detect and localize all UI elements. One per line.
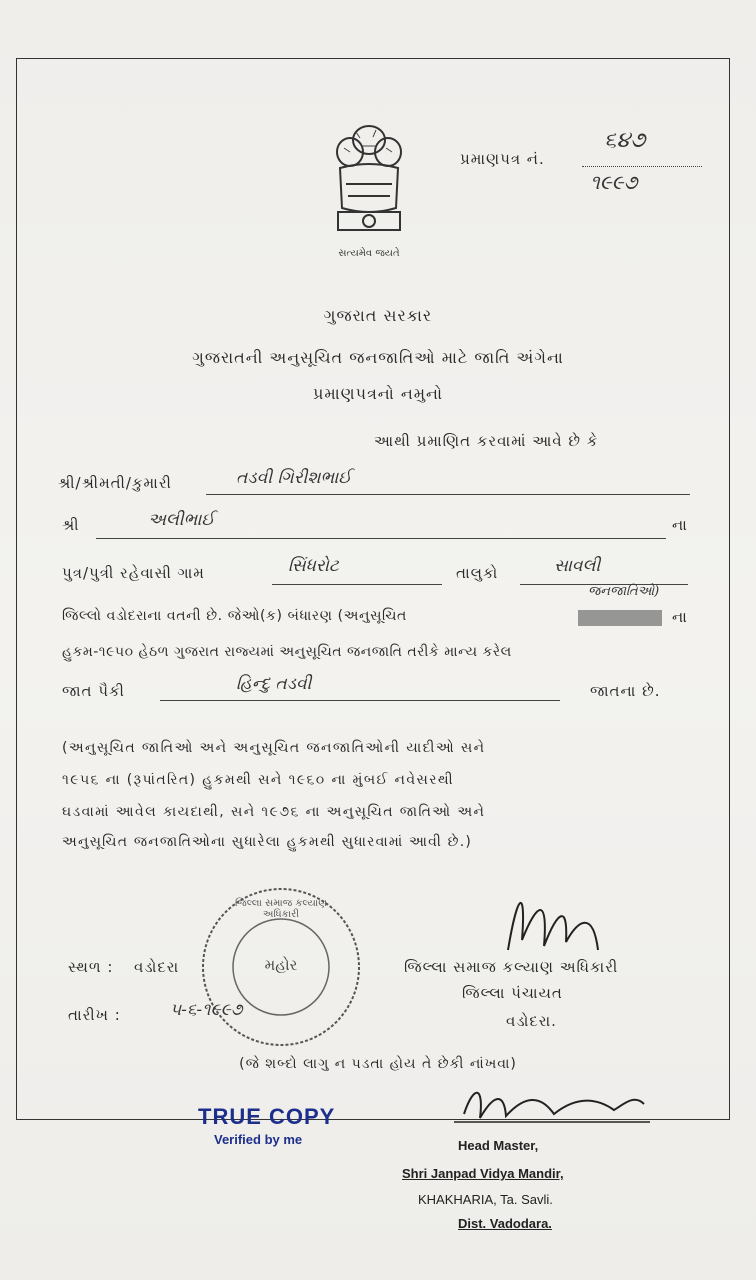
father-line <box>96 538 666 539</box>
district-line: જિલ્લો વડોદરાના વતની છે. જેઓ(ક) બંધારણ (અનુસૂચિત <box>62 608 407 624</box>
true-copy-stamp: TRUE COPY <box>198 1104 336 1129</box>
headmaster-title: Head Master, <box>458 1138 539 1153</box>
district-suffix: ના <box>672 608 688 626</box>
seal-ring-text: જિલ્લા સમાજ કલ્યાણ અધિકારી <box>235 898 327 920</box>
officer-office: જિલ્લા પંચાયત <box>462 984 563 1002</box>
note-line-4: અનુસૂચિત જનજાતિઓના સુધારેલા હુકમથી સુધારવામાં આવી છે.) <box>62 834 473 850</box>
seal-center-text: મહોર <box>264 956 298 974</box>
village-line <box>272 584 442 585</box>
date-value: ૫-૬-૧૯૯૭ <box>170 1000 243 1020</box>
note-line-3: ઘડવામાં આવેલ કાયદાથી, સને ૧૯૭૬ ના અનુસૂચિત જાતિઓ અને <box>62 804 486 820</box>
officer-city: વડોદરા. <box>506 1012 557 1030</box>
caste-suffix: જાતના છે. <box>590 682 661 700</box>
taluka-label: તાલુકો <box>456 564 499 582</box>
order-line: હુકમ-૧૯૫૦ હેઠળ ગુજરાત રાજ્યમાં અનુસૂચિત જનજાતિ તરીકે માન્ય કરેલ <box>62 644 512 660</box>
certificate-no-label: પ્રમાણપત્ર નં. <box>460 150 545 168</box>
father-value: અલીભાઈ <box>148 510 215 530</box>
officer-signature <box>498 880 608 970</box>
note-line-1: (અનુસૂચિત જાતિઓ અને અનુસૂચિત જનજાતિઓની યાદીઓ સને <box>62 740 486 756</box>
village-value: સિંધરોટ <box>288 556 339 576</box>
name-line <box>206 494 690 495</box>
caste-value: હિન્દુ તડવી <box>236 674 312 694</box>
intro-text: આથી પ્રમાણિત કરવામાં આવે છે કે <box>374 432 599 450</box>
resident-prefix: પુત્ર/પુત્રી રહેવાસી ગામ <box>62 564 205 582</box>
header-title: ગુજરાતની અનુસૂચિત જનજાતિઓ માટે જાતિ અંગેના <box>192 348 564 367</box>
certificate-no-value: ૬૪૭ <box>604 128 646 153</box>
caste-line <box>160 700 560 701</box>
header-subtitle: પ્રમાણપત્રનો નમુનો <box>313 384 443 403</box>
emblem <box>326 112 412 259</box>
verified-text: Verified by me <box>214 1132 303 1147</box>
emblem-caption: સત્યમેવ જયતે <box>338 248 400 259</box>
certificate-no-year: ૧૯૯૭ <box>590 170 638 194</box>
official-seal <box>196 882 366 1052</box>
caste-prefix: જાત પૈકી <box>62 682 125 700</box>
ashoka-emblem-icon <box>326 112 412 252</box>
headmaster-signature <box>444 1074 664 1134</box>
signature-icon <box>498 880 608 970</box>
officer-title: જિલ્લા સમાજ કલ્યાણ અધિકારી <box>404 958 619 976</box>
father-prefix: શ્રી <box>62 516 80 534</box>
handwritten-annotation: જનજાતિઓ) <box>588 584 660 599</box>
certificate-no-line <box>582 166 702 167</box>
school-name: Shri Janpad Vidya Mandir, <box>402 1166 564 1181</box>
note-line-2: ૧૯૫૬ ના (રૂપાંતરિત) હુકમથી સને ૧૯૬૦ ના મુંબઈ નવેસરથી <box>62 772 455 788</box>
father-suffix: ના <box>672 516 688 534</box>
place-value: વડોદરા <box>134 958 180 976</box>
school-village: KHAKHARIA, Ta. Savli. <box>418 1192 553 1207</box>
signature-icon <box>444 1074 664 1134</box>
taluka-value: સાવલી <box>554 556 601 576</box>
header-govt: ગુજરાત સરકાર <box>323 306 433 325</box>
date-label: તારીખ : <box>68 1006 121 1024</box>
place-label: સ્થળ : <box>68 958 114 976</box>
struck-out-word <box>578 610 662 626</box>
school-district: Dist. Vadodara. <box>458 1216 552 1231</box>
name-prefix: શ્રી/શ્રીમતી/કુમારી <box>58 474 172 492</box>
footnote: (જે શબ્દો લાગુ ન પડતા હોય તે છેકી નાંખવા) <box>239 1056 517 1072</box>
name-value: તડવી ગિરીશભાઈ <box>236 468 352 488</box>
